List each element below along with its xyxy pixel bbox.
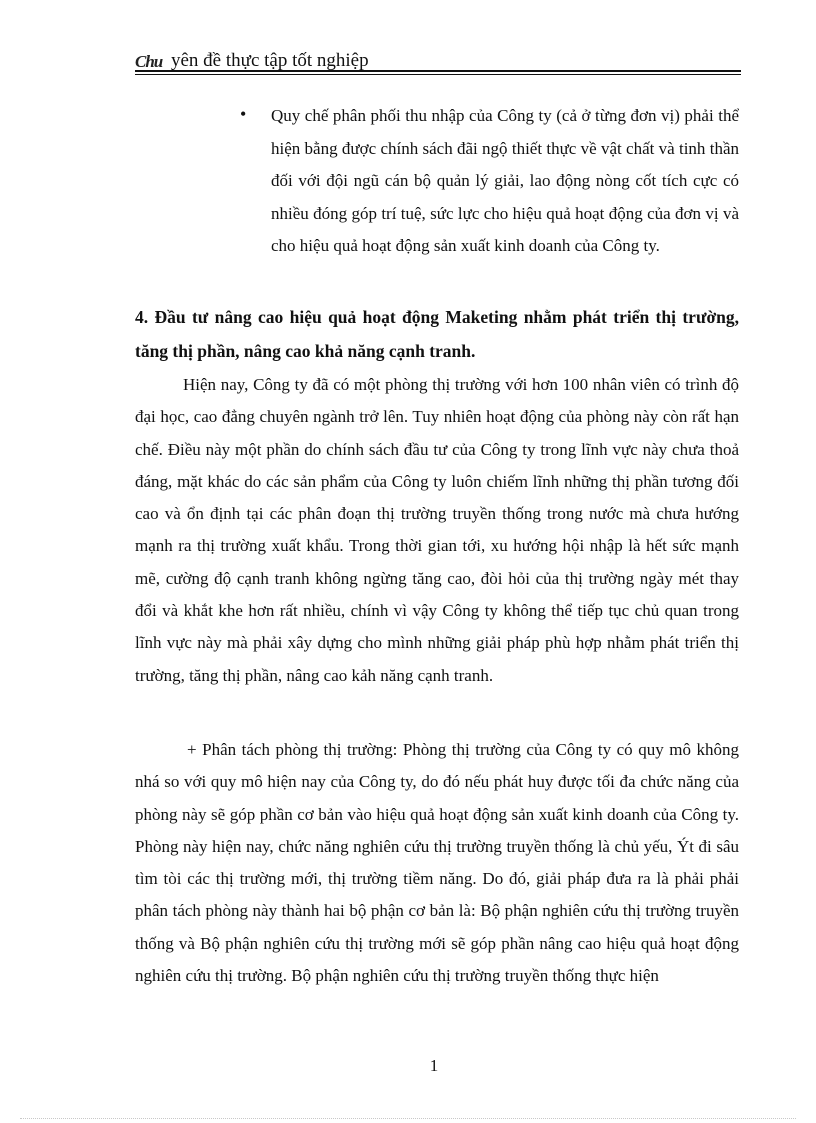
bullet-icon: • [240, 104, 247, 124]
header-rule-thin [135, 74, 741, 75]
body-paragraph: + Phân tách phòng thị trường: Phòng thị trường của Công ty có quy mô không nhá so với quy mô hiện nay của Công ty, do đó nếu phát huy được tối đa chức năng của phòng này sẽ góp phần cơ bản vào hiệu quả hoạt động sản xuất kinh doanh của Công ty. Phòng này hiện nay, chức năng nghiên cứu thị trường truyền thống là chủ yếu, Ýt đi sâu tìm tòi các thị trường mới, thị trường tiềm năng. Do đó, giải pháp đưa ra là phải phải phân tách phòng này thành hai bộ phận cơ bản là: Bộ phận nghiên cứu thị trường truyền thống và Bộ phận nghiên cứu thị trường mới sẽ góp phần nâng cao hiệu quả hoạt động nghiên cứu thị trường. Bộ phận nghiên cứu thị trường truyền thống thực hiện [135, 740, 739, 986]
section-heading: 4. Đầu tư nâng cao hiệu quả hoạt động Maketing nhằm phát triển thị trường, tăng thị phần, nâng cao khả năng cạnh tranh. [135, 307, 739, 361]
header-title: yên đề thực tập tốt nghiệp [171, 50, 369, 71]
header-logo: Chu [135, 52, 163, 71]
body-paragraph: Hiện nay, Công ty đã có một phòng thị trường với hơn 100 nhân viên có trình độ đại học, cao đẳng chuyên ngành trở lên. Tuy nhiên hoạt động của phòng này còn rất hạn chế. Điều này một phần do chính sách đầu tư của Công ty trong lĩnh vực này chưa thoả đáng, mặt khác do các sản phẩm của Công ty luôn chiếm lĩnh những thị phần tương đối cao và ổn định tại các phân đoạn thị trường truyền thống trong nước mà chưa hướng mạnh ra thị trường xuất khẩu. Trong thời gian tới, xu hướng hội nhập là hết sức mạnh mẽ, cường độ cạnh tranh không ngừng tăng cao, đòi hỏi của thị trường ngày mét thay đổi và khắt khe hơn rất nhiều, chính vì vậy Công ty không thể tiếp tục chủ quan trong lĩnh vực này mà phải xây dựng cho mình những giải pháp phù hợp nhằm phát triển thị trường, tăng thị phần, nâng cao kảh năng cạnh tranh. [135, 375, 739, 685]
header-rule-thick [135, 70, 741, 72]
page-bottom-divider [20, 1118, 796, 1119]
page-number: 1 [429, 1056, 439, 1075]
bullet-paragraph: Quy chế phân phối thu nhập của Công ty (cả ở từng đơn vị) phải thể hiện bằng được chính sách đãi ngộ thiết thực về vật chất và tinh thần đối với đội ngũ cán bộ quản lý giải, lao động nòng cốt tích cực có nhiều đóng góp trí tuệ, sức lực cho hiệu quả hoạt động của đơn vị và cho hiệu quả hoạt động sản xuất kinh doanh của Công ty. [271, 106, 739, 255]
